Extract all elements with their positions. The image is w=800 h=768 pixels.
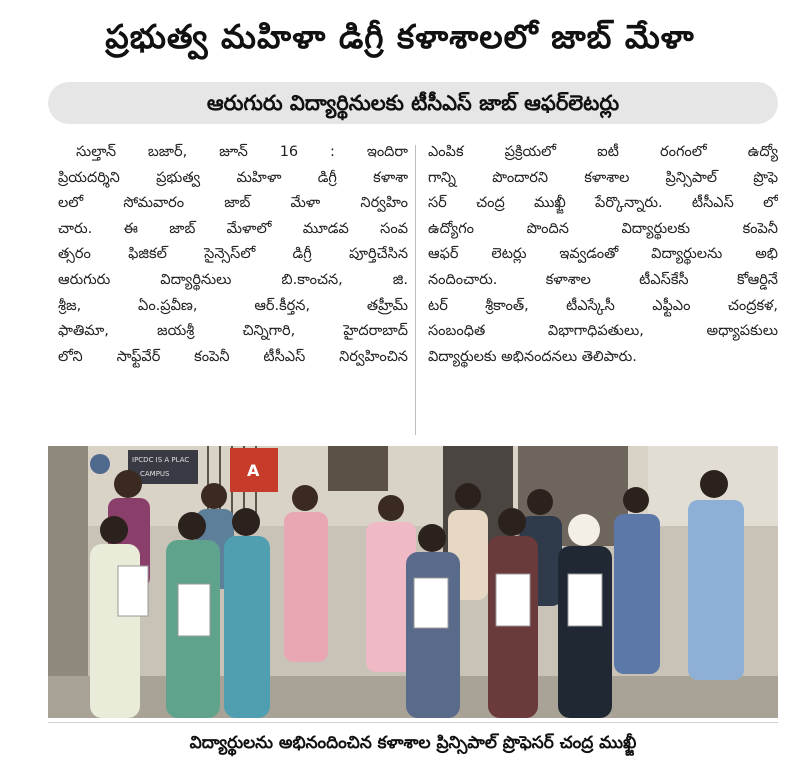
red-poster-text: A [247, 461, 260, 480]
article-line: ప్రియదర్శిని ప్రభుత్వ మహిళా డిగ్రీ కళాశా [58, 169, 408, 186]
group-photo-illustration [48, 446, 778, 718]
article-line: సంబంధిత విభాగాధిపతులు, అధ్యాపకులు [428, 323, 778, 340]
subheadline: ఆరుగురు విద్యార్థినులకు టీసీఎస్ జాబ్ ఆఫర్‌లెటర్లు [48, 82, 778, 124]
article-line: ఆఫర్ లెటర్లు ఇవ్వడంతో విద్యార్థులను అభి [428, 246, 778, 263]
caption-rule [48, 722, 778, 723]
article-line: ఫాతిమా, జయశ్రీ చిన్నిగారి, హైదరాబాద్ [58, 323, 408, 340]
article-line: త్సరం ఫిజికల్ సైన్సెస్‌లో డిగ్రీ పూర్తిచేసిన [58, 246, 408, 263]
article-line: నందించారు. కళాశాల టీఎస్‌కేసీ కోఆర్డినే [428, 271, 778, 288]
photo-caption: విద్యార్థులను అభినందించిన కళాశాల ప్రిన్సిపాల్ ప్రొఫెసర్ చంద్ర ముఖ్జీ [189, 733, 637, 753]
article-line: గాన్ని పొందారని కళాశాల ప్రిన్సిపాల్ ప్రొఫె [428, 169, 778, 186]
wall-sign-text: IPCDC IS A PLAC [132, 456, 190, 464]
article-column-right [428, 140, 778, 370]
article-line: విద్యార్థులకు అభినందనలు తెలిపారు. [428, 348, 637, 365]
portrait-frame [328, 446, 388, 491]
article-line: చారు. ఈ జాబ్ మేళాలో మూడవ సంవ [58, 220, 408, 237]
column-divider [415, 145, 416, 435]
news-photo [48, 446, 778, 718]
article-line: సర్ చంద్ర ముఖ్జీ పేర్కొన్నారు. టీసీఎస్ లో [428, 195, 778, 212]
article-line: ఆరుగురు విద్యార్థినులు బి.కాంచన, జి. [58, 271, 408, 288]
wall-emblem [90, 454, 110, 474]
article-line: లోని సాఫ్ట్‌వేర్ కంపెనీ టీసీఎస్ నిర్వహించిన [58, 348, 408, 365]
article-column-left [58, 140, 408, 370]
article-line: ఉద్యోగం పొందిన విద్యార్థులకు కంపెనీ [428, 220, 778, 237]
article-line: శ్రీజ, ఏం.ప్రవీణ, ఆర్.కీర్తన, తహ్రీమ్ [58, 297, 408, 314]
wall-sign-text-2: CAMPUS [140, 470, 170, 478]
article-line: టర్ శ్రీకాంత్, టీఎస్కేసీ ఎఫ్టీఎం చంద్రకళ, [428, 297, 778, 314]
article-line: ఎంపిక ప్రక్రియలో ఐటీ రంగంలో ఉద్యో [428, 144, 778, 160]
headline: ప్రభుత్వ మహిళా డిగ్రీ కళాశాలలో జాబ్ మేళా [105, 17, 695, 56]
article-line: లలో సోమవారం జాబ్ మేళా నిర్వహిం [58, 195, 408, 212]
article-line: సుల్తాన్ బజార్, జూన్ 16 : ఇందిరా [76, 144, 408, 160]
